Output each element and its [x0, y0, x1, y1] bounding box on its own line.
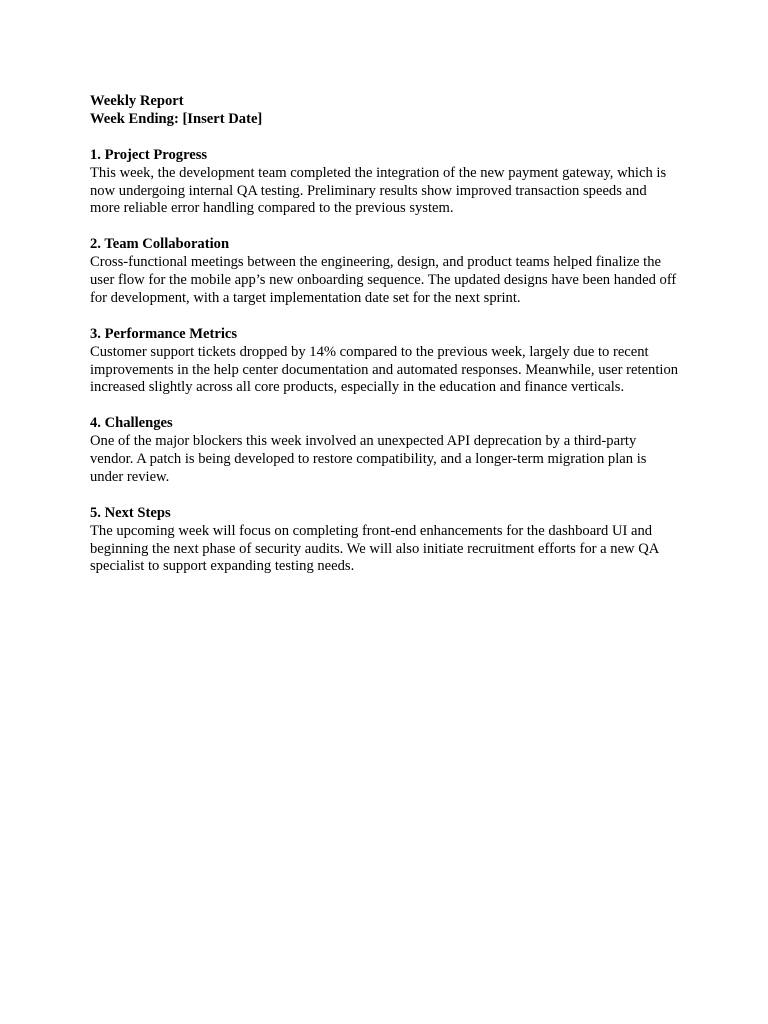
section-challenges	[90, 415, 680, 487]
section-project-progress	[90, 147, 680, 219]
document-title: Weekly Report	[90, 93, 184, 109]
section-heading: 5. Next Steps	[90, 504, 171, 521]
section-body: One of the major blockers this week involved an unexpected API deprecation by a third-party vendor. A patch is being developed to restore compatibility, and a longer-term migration plan is under review.	[90, 433, 647, 485]
section-heading: 1. Project Progress	[90, 146, 208, 163]
section-heading: 2. Team Collaboration	[90, 236, 230, 253]
document-page	[90, 93, 680, 594]
document-subtitle: Week Ending: [Insert Date]	[90, 110, 263, 127]
section-body: Customer support tickets dropped by 14% compared to the previous week, largely due to recent improvements in the help center documentation and automated responses. Meanwhile, user retention increased slightly across all core products, especially in the education and finance verticals.	[90, 343, 679, 396]
section-heading: 3. Performance Metrics	[90, 325, 238, 342]
section-team-collaboration	[90, 236, 680, 308]
section-body: Cross-functional meetings between the engineering, design, and product teams helped finalize the user flow for the mobile app’s new onboarding sequence. The updated designs have been handed off for development, with a target implementation date set for the next sprint.	[90, 254, 677, 306]
document-header	[90, 93, 680, 129]
section-body: The upcoming week will focus on completing front-end enhancements for the dashboard UI and beginning the next phase of security audits. We will also initiate recruitment efforts for a new QA specialist to support expanding testing needs.	[90, 522, 659, 575]
section-next-steps	[90, 505, 680, 577]
section-heading: 4. Challenges	[90, 415, 173, 432]
section-performance-metrics	[90, 326, 680, 398]
section-body: This week, the development team completed the integration of the new payment gateway, which is now undergoing internal QA testing. Preliminary results show improved transaction speeds and more reliable error handling compared to the previous system.	[90, 164, 667, 217]
